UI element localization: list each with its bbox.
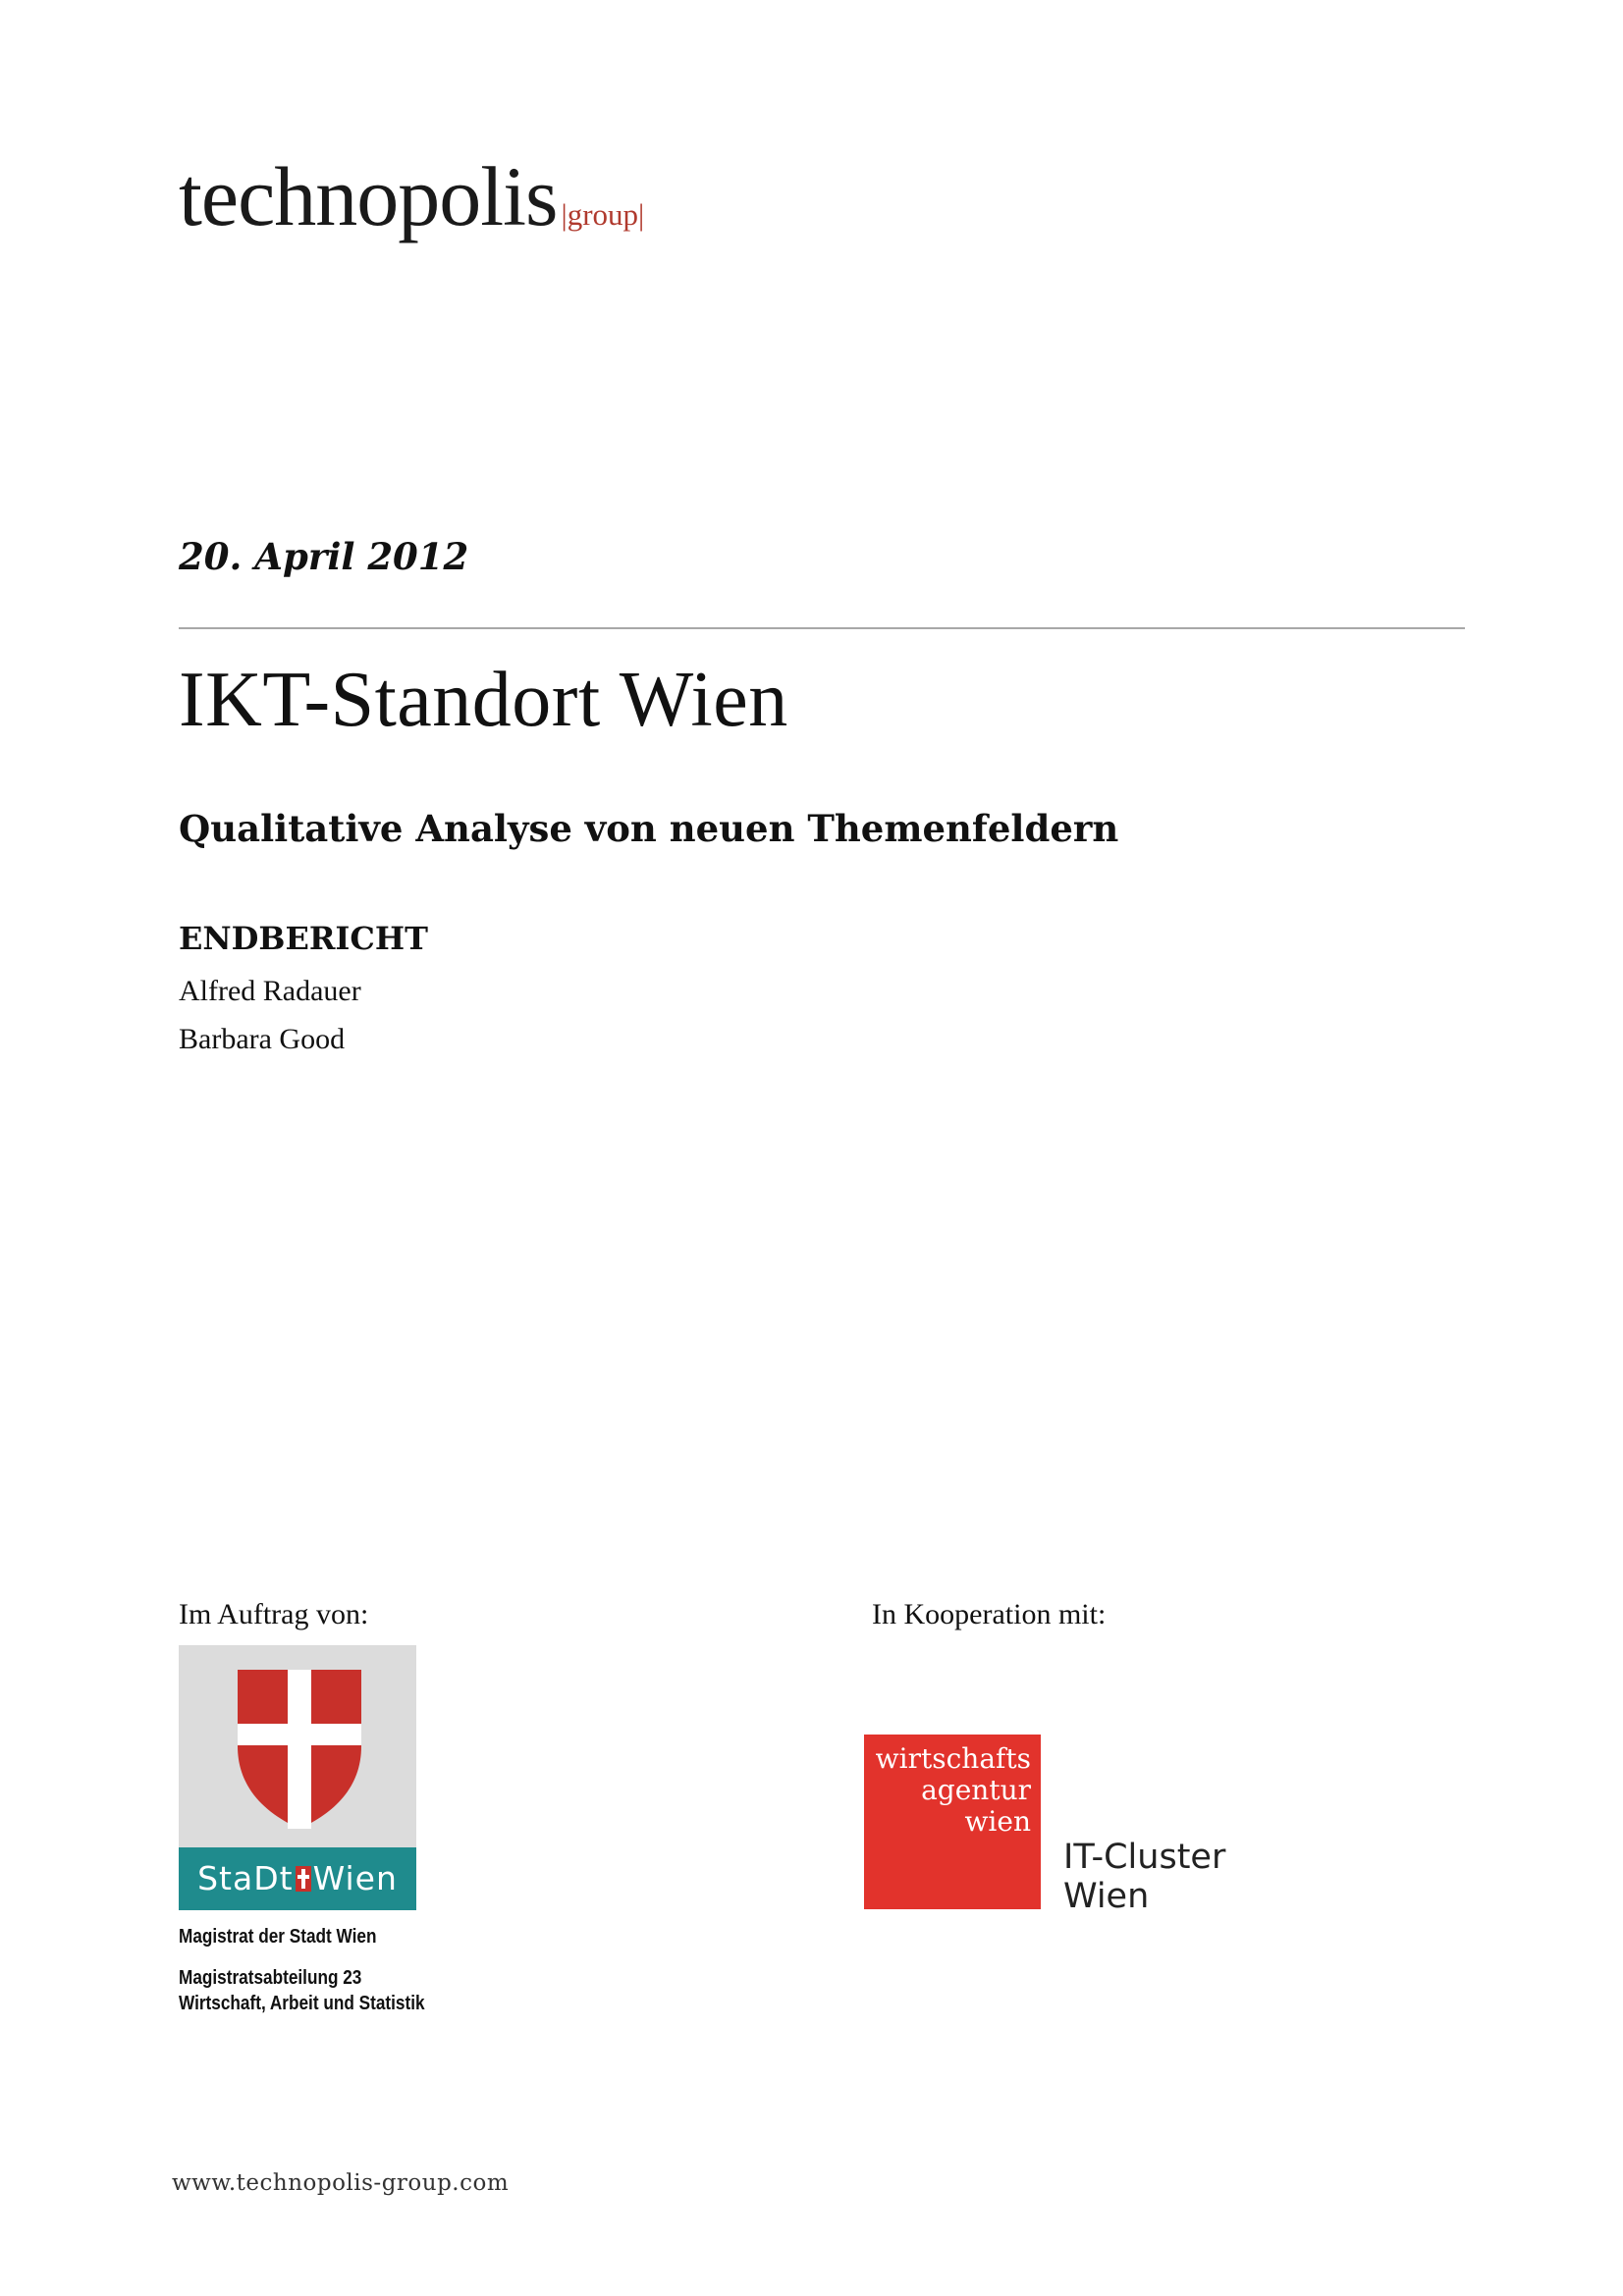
stadt-wien-logo [179,1645,416,1910]
stadt-wien-wordmark [179,1847,416,1910]
wordmark-wien: Wien [312,1859,398,1897]
wirtschaftsagentur-logo [864,1735,1041,1909]
client-name: Magistrat der Stadt Wien [179,1926,377,1948]
agentur-logo-line: wirtschafts [875,1742,1031,1775]
cooperation-label: In Kooperation mit: [872,1598,1107,1630]
wien-cross-icon [296,1866,311,1892]
report-type: ENDBERICHT [179,920,428,957]
footer-url: www.technopolis-group.com [172,2170,510,2196]
commissioned-by-label: Im Auftrag von: [179,1598,369,1630]
wien-shield-icon [238,1670,361,1829]
logo-group-tag: |group| [561,197,645,232]
it-cluster-label [1063,1838,1225,1916]
author-name: Barbara Good [179,1023,346,1055]
wordmark-stadt: StaDt [197,1859,294,1897]
client-department: Magistratsabteilung 23 [179,1967,362,1989]
cluster-line: Wien [1063,1877,1150,1916]
agentur-logo-line: agentur [921,1774,1031,1806]
agentur-logo-line: wien [964,1805,1031,1838]
client-department-name: Wirtschaft, Arbeit und Statistik [179,1993,425,2014]
cluster-line: IT-Cluster [1063,1838,1226,1877]
document-title: IKT-Standort Wien [179,657,788,743]
document-subtitle: Qualitative Analyse von neuen Themenfeldern [179,807,1119,850]
title-divider [179,627,1465,629]
logo-wordmark: technopolis [179,149,558,243]
author-name: Alfred Radauer [179,975,361,1007]
technopolis-logo [179,147,644,245]
report-date: 20. April 2012 [179,535,469,578]
